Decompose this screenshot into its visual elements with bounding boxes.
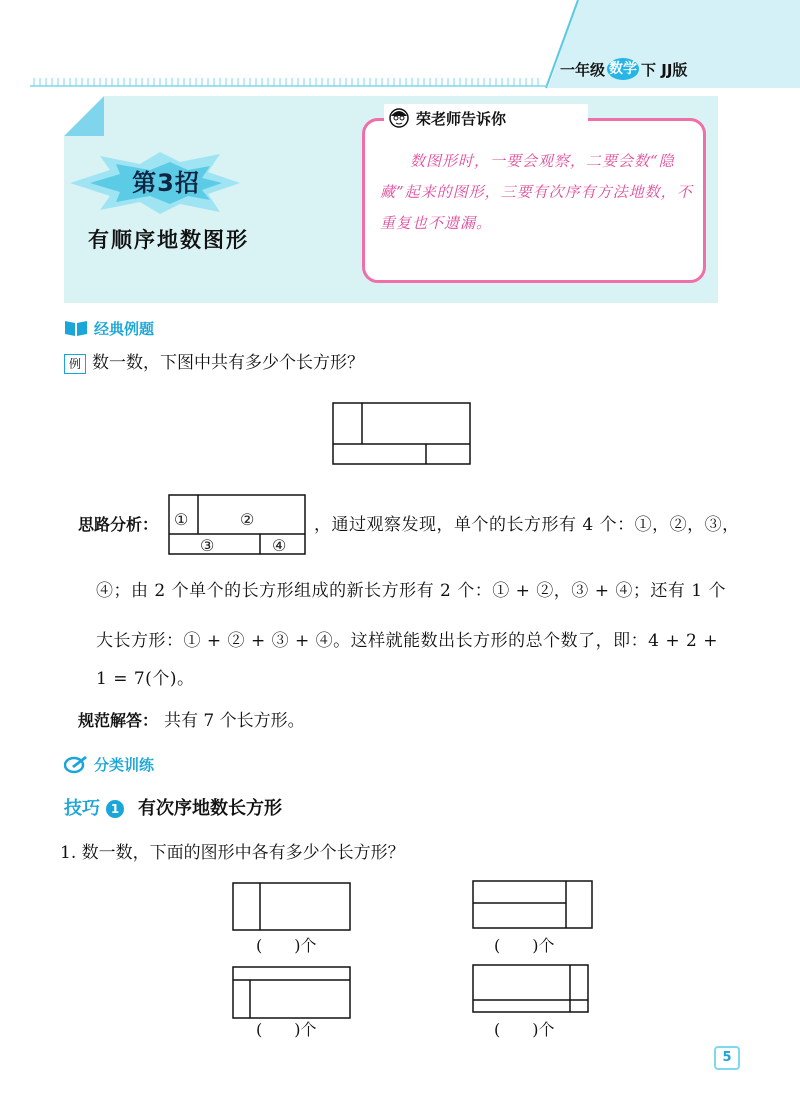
training-heading-text: 分类训练 <box>94 755 155 774</box>
analysis-line-1: ，通过观察发现，单个的长方形有 4 个：①，②，③， <box>314 515 740 535</box>
tip-text: 数图形时，一要会观察，二要会数“隐藏”起来的图形，三要有次序有方法地数，不重复也不遗漏。 <box>380 152 693 232</box>
section-title: 有顺序地数图形 <box>88 228 249 252</box>
teacher-avatar-icon <box>388 107 410 129</box>
example-question: 数一数，下图中共有多少个长方形？ <box>92 353 364 373</box>
exercise-answer-blank-2[interactable]: ( )个 <box>494 936 555 955</box>
analysis-line-3: 大长方形：① + ② + ③ + ④。这样就能数出长方形的总个数了，即：4 + 2 + <box>96 631 718 651</box>
skill-name: 技巧 <box>64 798 100 819</box>
book-icon <box>64 319 88 337</box>
grade-subject-badge: 数学 <box>607 58 639 80</box>
analysis-line-2: ④；由 2 个单个的长方形组成的新长方形有 2 个：① + ②，③ + ④；还有 1 个 <box>96 581 726 601</box>
exercise-answer-blank-4[interactable]: ( )个 <box>494 1020 555 1039</box>
exercise-figure-2 <box>472 880 594 930</box>
exercise-answer-blank-3[interactable]: ( )个 <box>256 1020 317 1039</box>
example-heading <box>64 316 154 340</box>
page-number: 5 <box>714 1046 740 1070</box>
answer-label: 规范解答： <box>78 711 159 730</box>
answer-text: 共有 7 个长方形。 <box>164 711 305 731</box>
skill-number-badge: 1 <box>106 800 124 818</box>
figure-label-2: ② <box>240 510 255 529</box>
pencil-icon <box>64 754 88 774</box>
grade-suffix: 下 JJ版 <box>641 60 688 79</box>
skill-heading <box>64 794 282 824</box>
exercise-figure-1 <box>232 882 352 932</box>
exercise-figure-3 <box>232 966 352 1020</box>
grade-prefix: 一年级 <box>560 60 606 79</box>
figure-label-4: ④ <box>272 536 287 555</box>
figure-label-1: ① <box>174 510 189 529</box>
grade-label <box>560 56 780 82</box>
exercise-answer-blank-1[interactable]: ( )个 <box>256 936 317 955</box>
analysis-line-4: 1 = 7(个)。 <box>96 669 195 689</box>
example-figure <box>332 402 472 466</box>
example-heading-text: 经典例题 <box>94 319 155 338</box>
skill-title: 有次序地数长方形 <box>138 798 282 819</box>
training-heading <box>64 752 154 776</box>
tip-header-text: 荣老师告诉你 <box>416 109 507 128</box>
panel-corner-fold <box>64 96 112 144</box>
analysis-figure <box>168 494 308 556</box>
analysis-label: 思路分析： <box>78 515 159 534</box>
figure-label-3: ③ <box>200 536 215 555</box>
tip-header <box>384 104 588 132</box>
example-tag: 例 <box>64 354 86 374</box>
trick-label: 第3招 <box>132 169 200 197</box>
exercise-question: 1. 数一数，下面的图形中各有多少个长方形？ <box>60 843 405 863</box>
exercise-figure-4 <box>472 964 590 1014</box>
